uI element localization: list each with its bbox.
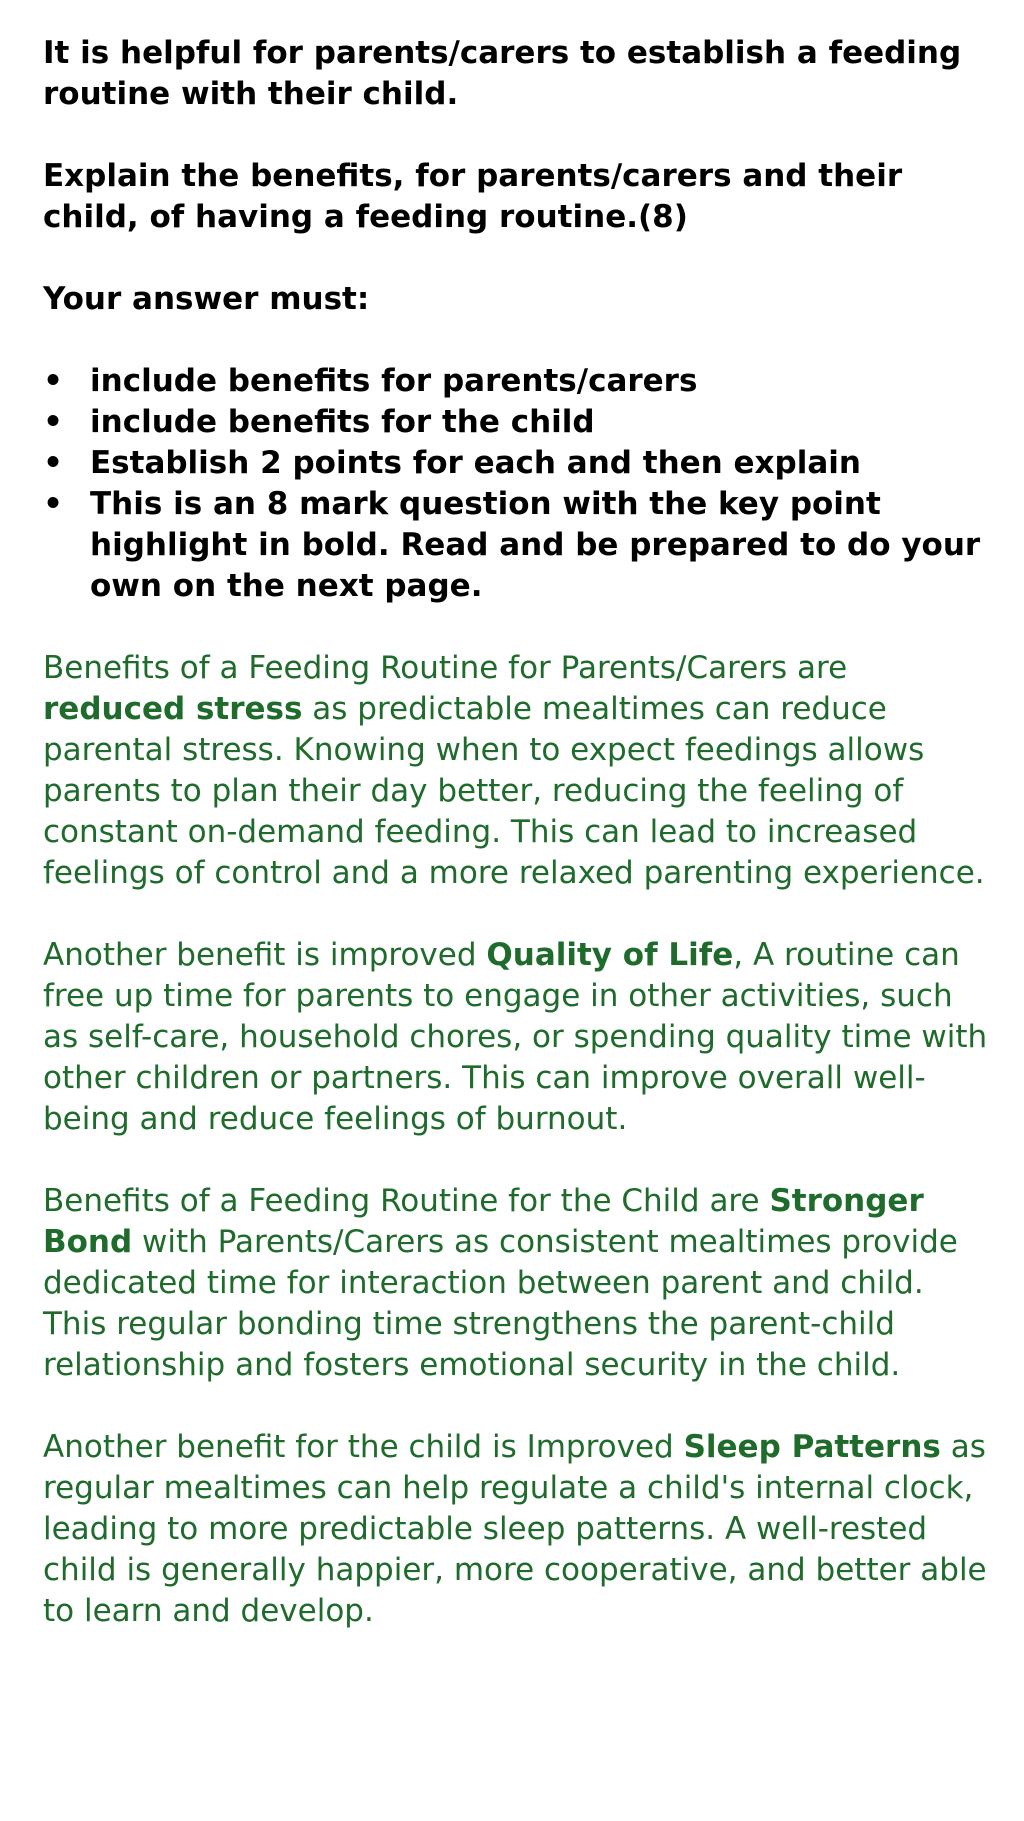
answer-text: with Parents/Carers as consistent mealtimes provide dedicated time for interaction between parent and child. This regular bonding time strengthens the parent-child relationship and fosters emotional security in the child.	[43, 1224, 958, 1383]
key-point: Stronger Bond	[43, 1183, 924, 1260]
spacer	[43, 115, 994, 156]
spacer	[43, 238, 994, 279]
spacer	[43, 1386, 994, 1427]
requirement-item	[43, 361, 994, 402]
bullet-icon: •	[43, 486, 63, 522]
requirement-text: include benefits for parents/carers	[90, 363, 698, 399]
question-task: Explain the benefits, for parents/carers and their child, of having a feeding routine.(8)	[43, 158, 903, 235]
requirements-list	[43, 361, 994, 607]
question-intro: It is helpful for parents/carers to establish a feeding routine with their child.	[43, 35, 962, 112]
requirement-item	[43, 443, 994, 484]
bullet-icon: •	[43, 445, 63, 481]
answer-text: as predictable mealtimes can reduce parental stress. Knowing when to expect feedings allows parents to plan their day better, reducing the feeling of constant on-demand feeding. This can lead to increased feelings of control and a more relaxed parenting experience.	[43, 691, 985, 891]
requirement-text: Establish 2 points for each and then explain	[90, 445, 861, 481]
answer-paragraph-child-bond	[43, 1181, 994, 1386]
bullet-icon: •	[43, 404, 63, 440]
spacer	[43, 607, 994, 648]
answer-paragraph-child-sleep	[43, 1427, 994, 1632]
requirement-item	[43, 402, 994, 443]
answer-text: Another benefit is improved	[43, 937, 487, 973]
spacer	[43, 1140, 994, 1181]
spacer	[43, 320, 994, 361]
spacer	[43, 894, 994, 935]
answer-text: Benefits of a Feeding Routine for the Child are	[43, 1183, 770, 1219]
key-point: Sleep Patterns	[683, 1429, 941, 1465]
answer-text: Another benefit for the child is Improved	[43, 1429, 684, 1465]
requirement-item	[43, 484, 994, 607]
requirement-text: include benefits for the child	[90, 404, 595, 440]
answer-text: Benefits of a Feeding Routine for Parents/Carers are	[43, 650, 848, 686]
key-point: reduced stress	[43, 691, 303, 727]
answer-paragraph-parents-stress	[43, 648, 994, 894]
answer-text: , A routine can free up time for parents to engage in other activities, such as self-care, household chores, or spending quality time with other children or partners. This can improve overall well-being and reduce feelings of burnout.	[43, 937, 988, 1137]
bullet-icon: •	[43, 363, 63, 399]
key-point: Quality of Life	[486, 937, 734, 973]
requirement-text: This is an 8 mark question with the key point highlight in bold. Read and be prepared to do your own on the next page.	[90, 486, 981, 604]
requirements-heading: Your answer must:	[43, 281, 370, 317]
answer-paragraph-parents-quality	[43, 935, 994, 1140]
answer-text: as regular mealtimes can help regulate a child's internal clock, leading to more predictable sleep patterns. A well-rested child is generally happier, more cooperative, and better able to learn and develop.	[43, 1429, 987, 1629]
